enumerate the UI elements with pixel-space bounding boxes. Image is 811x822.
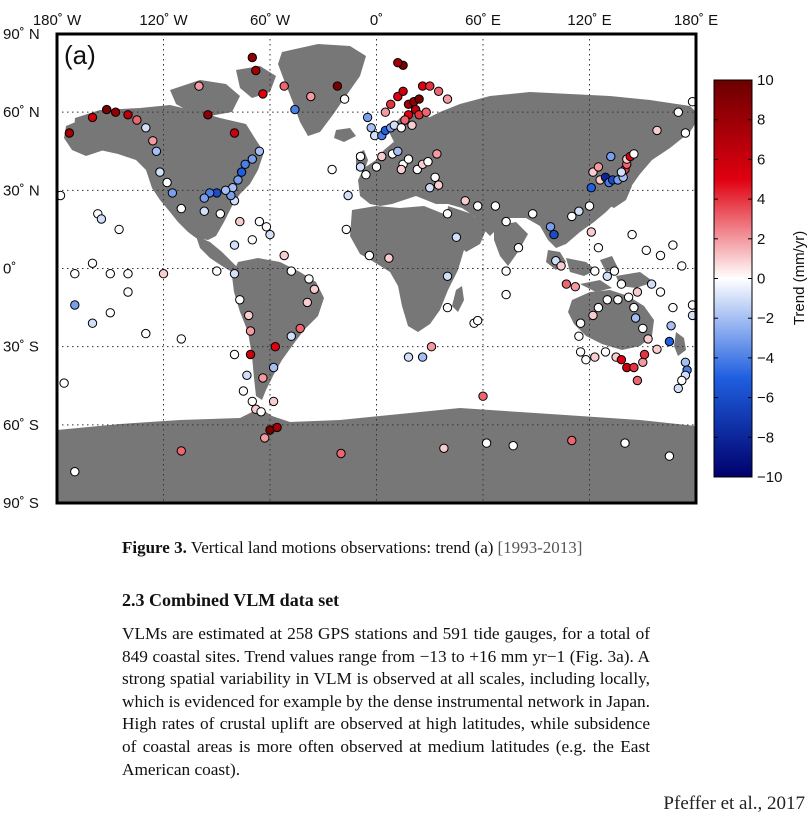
lat-tick-label: 30˚ S xyxy=(3,338,39,356)
station-marker xyxy=(639,358,647,366)
station-marker xyxy=(124,288,132,296)
station-marker xyxy=(603,296,611,304)
figure-caption xyxy=(122,538,582,558)
lon-tick-label: 180˚ W xyxy=(32,12,82,29)
lat-tick-label: 60˚ S xyxy=(3,416,39,434)
station-marker xyxy=(60,379,68,387)
colorbar xyxy=(714,72,808,486)
station-marker xyxy=(177,447,185,455)
station-marker xyxy=(681,358,689,366)
station-marker xyxy=(111,108,119,116)
section-paragraph: VLMs are estimated at 258 GPS stations and 591 tide gauges, for a total of 849 coastal sites. Trend values range from −13 to +16 mm yr−1 (Fig. 3a). A strong spatial variability in VLM is observed at all scales, including locally, which is evidenced for example by the dense instrumental network in Japan. High rates of crustal uplift are observed at high latitudes, while subsidence of coastal areas is more often observed at medium latitudes (e.g. the East American coast). xyxy=(122,624,650,779)
station-marker xyxy=(204,111,212,119)
station-marker xyxy=(88,113,96,121)
station-marker xyxy=(200,194,208,202)
station-marker xyxy=(255,147,263,155)
station-marker xyxy=(243,371,251,379)
station-marker xyxy=(434,181,442,189)
station-marker xyxy=(115,225,123,233)
station-marker xyxy=(479,392,487,400)
station-marker xyxy=(562,280,570,288)
station-marker xyxy=(262,223,270,231)
figure-caption-label: Figure 3. xyxy=(122,538,187,557)
colorbar-tick-label: −4 xyxy=(757,349,775,367)
station-marker xyxy=(216,210,224,218)
station-marker xyxy=(106,270,114,278)
station-marker xyxy=(576,319,584,327)
station-marker xyxy=(142,124,150,132)
station-marker xyxy=(653,345,661,353)
station-marker xyxy=(248,53,256,61)
station-marker xyxy=(287,332,295,340)
station-marker xyxy=(362,171,370,179)
colorbar-tick-label: −2 xyxy=(757,310,775,328)
station-marker xyxy=(245,311,253,319)
figure-caption-text: Vertical land motions observations: trend (a) xyxy=(190,538,494,557)
station-marker xyxy=(514,244,522,252)
station-marker xyxy=(291,105,299,113)
station-marker xyxy=(236,217,244,225)
station-marker xyxy=(591,353,599,361)
station-marker xyxy=(266,230,274,238)
station-marker xyxy=(667,322,675,330)
station-marker xyxy=(617,356,625,364)
station-marker xyxy=(431,173,439,181)
station-marker xyxy=(474,202,482,210)
station-marker xyxy=(529,210,537,218)
station-marker xyxy=(152,147,160,155)
colorbar-label: Trend (mm/yr) xyxy=(791,230,808,326)
lon-tick-label: 60˚ E xyxy=(465,12,501,29)
station-marker xyxy=(124,111,132,119)
station-marker xyxy=(106,309,114,317)
station-marker xyxy=(415,95,423,103)
colorbar-tick-label: −8 xyxy=(757,429,775,447)
station-marker xyxy=(195,82,203,90)
station-marker xyxy=(394,147,402,155)
station-marker xyxy=(142,329,150,337)
station-marker xyxy=(557,262,565,270)
colorbar-tick-label: 4 xyxy=(757,191,766,209)
station-marker xyxy=(387,100,395,108)
station-marker xyxy=(159,270,167,278)
station-marker xyxy=(674,384,682,392)
latitude-tick-labels xyxy=(3,26,40,512)
station-marker xyxy=(452,233,460,241)
lat-tick-label: 60˚ N xyxy=(3,104,40,122)
station-marker xyxy=(259,90,267,98)
station-marker xyxy=(273,423,281,431)
station-marker xyxy=(594,303,602,311)
station-marker xyxy=(230,241,238,249)
station-marker xyxy=(589,311,597,319)
station-marker xyxy=(440,444,448,452)
station-marker xyxy=(372,163,380,171)
station-marker xyxy=(575,332,583,340)
lat-tick-label: 90˚ N xyxy=(3,26,40,43)
station-marker xyxy=(656,288,664,296)
station-marker xyxy=(230,270,238,278)
station-marker xyxy=(356,163,364,171)
station-marker xyxy=(88,259,96,267)
station-marker xyxy=(443,303,451,311)
station-marker xyxy=(310,285,318,293)
station-marker xyxy=(426,82,434,90)
station-marker xyxy=(633,288,641,296)
station-marker xyxy=(614,296,622,304)
station-marker xyxy=(594,163,602,171)
station-marker xyxy=(624,293,632,301)
station-marker xyxy=(252,66,260,74)
station-marker xyxy=(443,95,451,103)
station-marker xyxy=(257,408,265,416)
station-marker xyxy=(591,267,599,275)
lon-tick-label: 180˚ E xyxy=(673,12,719,29)
colorbar-tick-label: −10 xyxy=(757,469,783,486)
station-marker xyxy=(271,343,279,351)
station-marker xyxy=(575,207,583,215)
station-marker xyxy=(239,387,247,395)
station-marker xyxy=(568,436,576,444)
station-marker xyxy=(124,270,132,278)
station-marker xyxy=(97,215,105,223)
colorbar-gradient xyxy=(714,80,752,477)
station-marker xyxy=(607,152,615,160)
lon-tick-label: 120˚ E xyxy=(567,12,612,29)
station-marker xyxy=(344,191,352,199)
figure-caption-period: [1993-2013] xyxy=(497,538,583,557)
station-marker xyxy=(168,189,176,197)
station-marker xyxy=(656,251,664,259)
lon-tick-label: 60˚ W xyxy=(249,12,291,29)
station-marker xyxy=(433,150,441,158)
station-marker xyxy=(397,165,405,173)
station-marker xyxy=(550,230,558,238)
station-marker xyxy=(640,350,648,358)
station-marker xyxy=(576,348,584,356)
station-marker xyxy=(248,236,256,244)
station-marker xyxy=(133,116,141,124)
station-marker xyxy=(305,275,313,283)
station-marker xyxy=(163,178,171,186)
station-marker xyxy=(678,376,686,384)
station-marker xyxy=(307,92,315,100)
station-marker xyxy=(665,337,673,345)
station-marker xyxy=(491,202,499,210)
station-marker xyxy=(644,335,652,343)
station-marker xyxy=(337,449,345,457)
station-marker xyxy=(365,251,373,259)
station-marker xyxy=(674,108,682,116)
station-marker xyxy=(280,251,288,259)
station-marker xyxy=(594,244,602,252)
station-marker xyxy=(587,228,595,236)
station-marker xyxy=(642,246,650,254)
station-marker xyxy=(639,324,647,332)
station-marker xyxy=(236,296,244,304)
station-marker xyxy=(434,87,442,95)
station-marker xyxy=(241,160,249,168)
station-marker xyxy=(617,168,625,176)
station-marker xyxy=(269,397,277,405)
longitude-tick-labels xyxy=(33,12,718,29)
station-marker xyxy=(328,165,336,173)
station-marker xyxy=(546,223,554,231)
panel-label: (a) xyxy=(64,40,96,70)
station-marker xyxy=(287,267,295,275)
station-marker xyxy=(482,439,490,447)
colorbar-tick-label: −6 xyxy=(757,389,775,407)
station-marker xyxy=(509,442,517,450)
station-marker xyxy=(630,303,638,311)
colorbar-tick-label: 0 xyxy=(757,270,766,288)
station-marker xyxy=(427,343,435,351)
station-marker xyxy=(88,319,96,327)
station-marker xyxy=(678,262,686,270)
colorbar-tick-label: 8 xyxy=(757,111,766,129)
colorbar-tick-label: 10 xyxy=(757,72,774,89)
station-marker xyxy=(399,87,407,95)
station-marker xyxy=(422,108,430,116)
station-marker xyxy=(156,168,164,176)
station-marker xyxy=(363,113,371,121)
section-heading: 2.3 Combined VLM data set xyxy=(122,590,340,610)
station-marker xyxy=(296,324,304,332)
station-marker xyxy=(340,95,348,103)
station-marker xyxy=(404,353,412,361)
station-marker xyxy=(221,186,229,194)
station-marker xyxy=(582,356,590,364)
station-marker xyxy=(418,353,426,361)
station-marker xyxy=(234,176,242,184)
station-marker xyxy=(665,452,673,460)
station-marker xyxy=(269,363,277,371)
lon-tick-label: 0˚ xyxy=(369,12,384,29)
station-marker xyxy=(177,204,185,212)
station-marker xyxy=(230,350,238,358)
station-marker xyxy=(408,121,416,129)
colorbar-tick-label: 2 xyxy=(757,230,766,248)
station-marker xyxy=(631,314,639,322)
station-marker xyxy=(502,290,510,298)
station-marker xyxy=(248,397,256,405)
station-marker xyxy=(259,374,267,382)
station-marker xyxy=(628,230,636,238)
station-marker xyxy=(461,197,469,205)
lat-tick-label: 0˚ xyxy=(3,260,17,278)
station-marker xyxy=(669,241,677,249)
station-marker xyxy=(71,301,79,309)
station-marker xyxy=(617,280,625,288)
station-marker xyxy=(367,124,375,132)
station-marker xyxy=(647,280,655,288)
station-marker xyxy=(401,116,409,124)
station-marker xyxy=(443,210,451,218)
station-marker xyxy=(633,376,641,384)
station-marker xyxy=(333,82,341,90)
station-marker xyxy=(568,212,576,220)
station-marker xyxy=(571,283,579,291)
station-marker xyxy=(681,129,689,137)
station-marker xyxy=(426,184,434,192)
station-marker xyxy=(610,267,618,275)
station-marker xyxy=(424,158,432,166)
station-marker xyxy=(603,272,611,280)
source-credit: Pfeffer et al., 2017 xyxy=(663,793,805,814)
station-marker xyxy=(246,350,254,358)
station-marker xyxy=(356,152,364,160)
station-marker xyxy=(621,439,629,447)
station-marker xyxy=(230,129,238,137)
station-marker xyxy=(149,137,157,145)
station-marker xyxy=(669,303,677,311)
station-marker xyxy=(261,434,269,442)
station-marker xyxy=(601,348,609,356)
colorbar-tick-label: 6 xyxy=(757,151,766,169)
station-marker xyxy=(653,126,661,134)
station-marker xyxy=(246,327,254,335)
station-marker xyxy=(237,168,245,176)
station-marker xyxy=(65,129,73,137)
station-marker xyxy=(474,316,482,324)
station-marker xyxy=(585,202,593,210)
station-marker xyxy=(397,124,405,132)
lat-tick-label: 90˚ S xyxy=(3,495,39,512)
station-marker xyxy=(587,184,595,192)
station-marker xyxy=(280,82,288,90)
station-marker xyxy=(213,267,221,275)
station-marker xyxy=(303,298,311,306)
station-marker xyxy=(342,225,350,233)
lon-tick-label: 120˚ W xyxy=(139,12,188,29)
station-marker xyxy=(630,363,638,371)
station-marker xyxy=(385,254,393,262)
station-marker xyxy=(177,335,185,343)
station-marker xyxy=(502,217,510,225)
station-marker xyxy=(200,207,208,215)
station-marker xyxy=(443,272,451,280)
station-marker xyxy=(71,468,79,476)
world-map xyxy=(56,34,700,503)
station-marker xyxy=(103,105,111,113)
lat-tick-label: 30˚ N xyxy=(3,182,40,200)
station-marker xyxy=(381,108,389,116)
station-marker xyxy=(378,152,386,160)
station-marker xyxy=(502,267,510,275)
station-marker xyxy=(630,150,638,158)
station-marker xyxy=(71,270,79,278)
station-marker xyxy=(248,155,256,163)
station-marker xyxy=(404,155,412,163)
station-marker xyxy=(394,59,402,67)
